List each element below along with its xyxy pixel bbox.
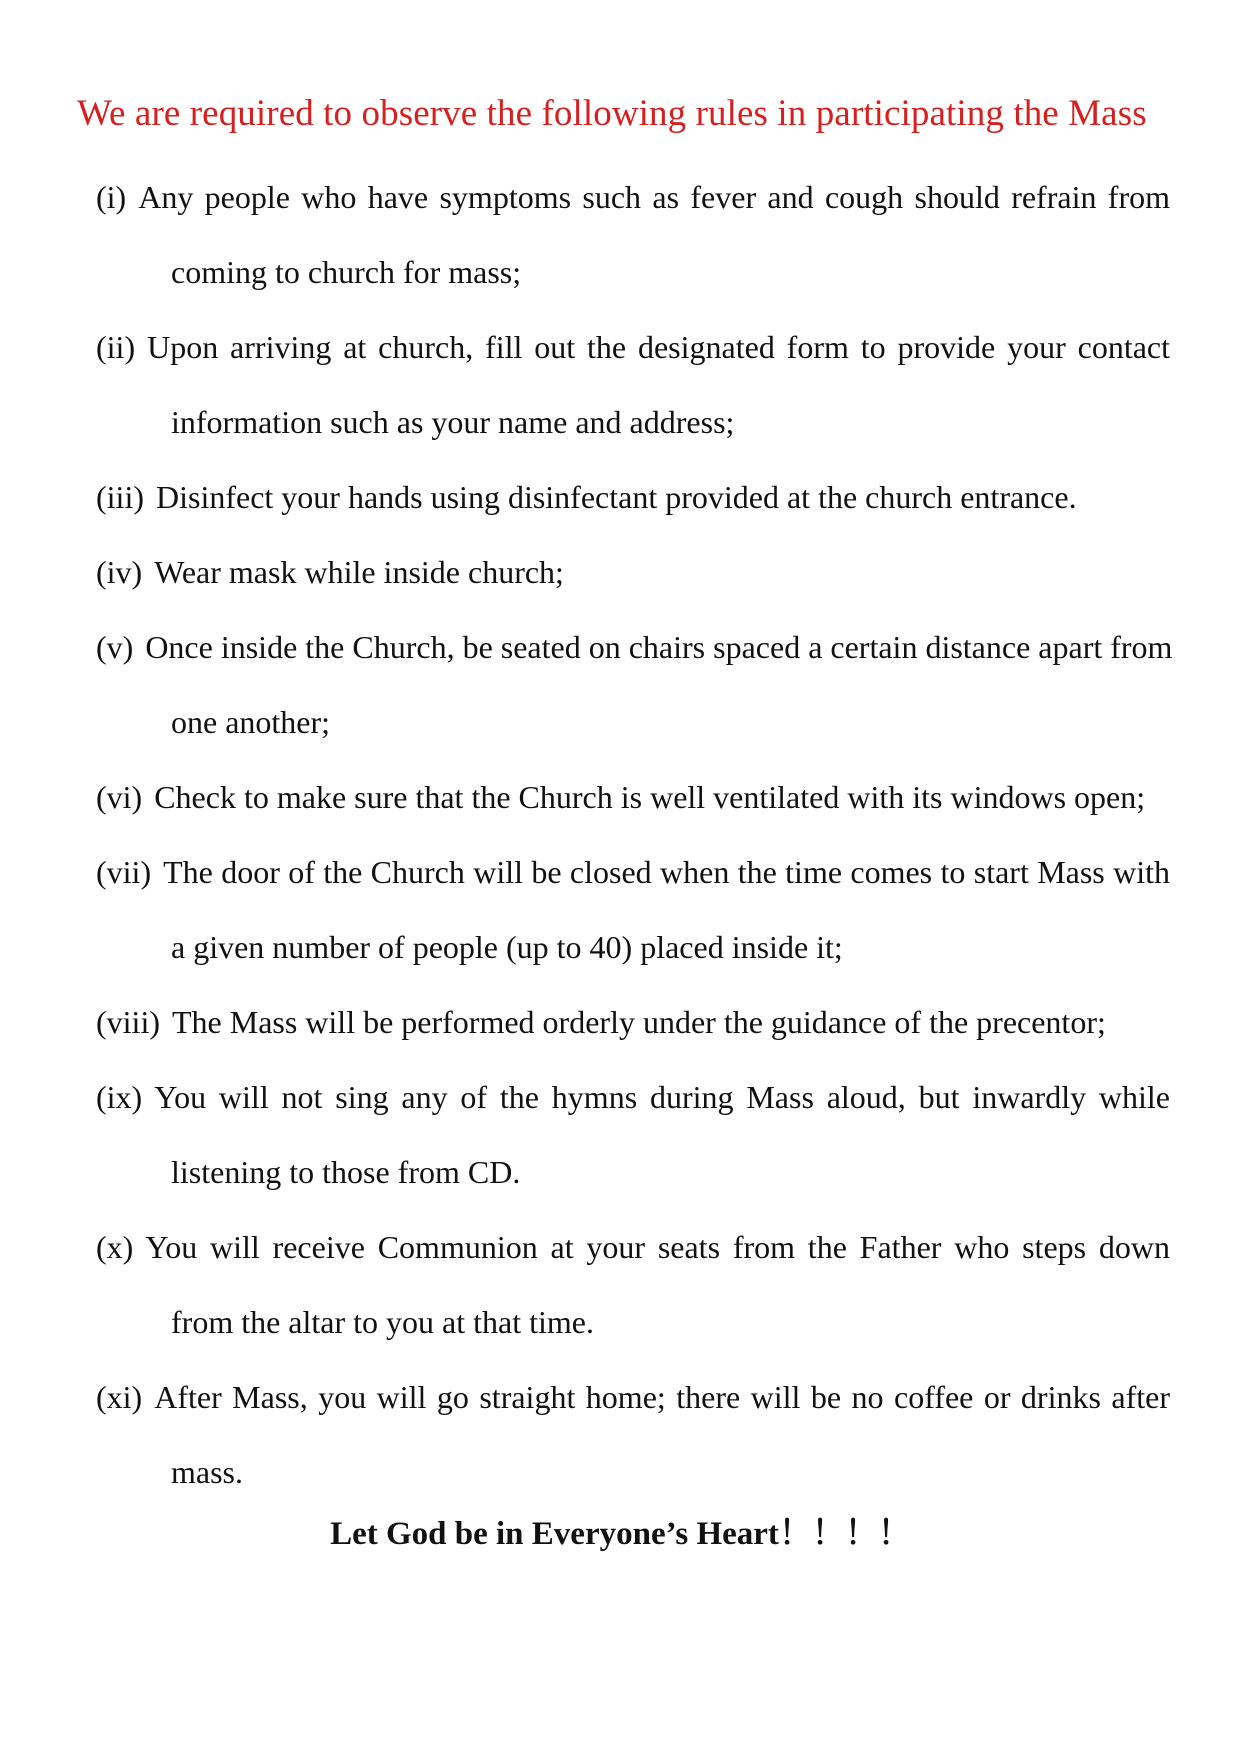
rule-text: You will not sing any of the hymns during Mass aloud, but inwardly while	[154, 1079, 1170, 1115]
rule-item-v	[96, 610, 1173, 760]
rule-text: Disinfect your hands using disinfectant provided at the church entrance.	[155, 479, 1077, 515]
rule-number: (iii)	[96, 479, 144, 515]
rule-continuation: mass.	[171, 1454, 243, 1490]
rule-line1	[96, 1210, 1170, 1285]
rule-line1	[96, 460, 1170, 535]
rule-continuation: a given number of people (up to 40) placed inside it;	[171, 929, 843, 965]
rule-line1	[96, 1060, 1170, 1135]
rule-text: Check to make sure that the Church is well ventilated with its windows open;	[154, 779, 1146, 815]
rule-number: (i)	[96, 179, 127, 215]
rule-number: (viii)	[96, 1004, 160, 1040]
rule-text: You will receive Communion at your seats from the Father who steps down	[145, 1229, 1170, 1265]
rule-number: (vii)	[96, 854, 152, 890]
rule-continuation: one another;	[171, 704, 331, 740]
rule-text: After Mass, you will go straight home; there will be no coffee or drinks after	[154, 1379, 1170, 1415]
rule-item-x	[96, 1210, 1170, 1360]
rule-item-i	[96, 160, 1170, 310]
rule-text: Once inside the Church, be seated on chairs spaced a certain distance apart from	[145, 629, 1173, 665]
rule-continuation: from the altar to you at that time.	[171, 1304, 594, 1340]
rule-continuation: information such as your name and address;	[171, 404, 735, 440]
rule-line1	[96, 1360, 1170, 1435]
rule-number: (v)	[96, 629, 134, 665]
rule-continuation: listening to those from CD.	[171, 1154, 521, 1190]
rule-line1	[96, 610, 1173, 685]
rules-list	[96, 160, 1173, 1510]
rule-line1	[96, 760, 1170, 835]
rule-item-xi	[96, 1360, 1170, 1510]
rule-text: Wear mask while inside church;	[154, 554, 564, 590]
rule-line1	[96, 985, 1170, 1060]
rule-text: Any people who have symptoms such as fever and cough should refrain from	[138, 179, 1170, 215]
rule-number: (ix)	[96, 1079, 143, 1115]
page-title: We are required to observe the following rules in participating the Mass	[77, 93, 1147, 134]
rule-item-ix	[96, 1060, 1170, 1210]
rule-number: (vi)	[96, 779, 143, 815]
rule-item-vii	[96, 835, 1170, 985]
rule-number: (x)	[96, 1229, 134, 1265]
rule-item-ii	[96, 310, 1170, 460]
rule-line1	[96, 535, 1170, 610]
rule-number: (ii)	[96, 329, 136, 365]
rule-line1	[96, 310, 1170, 385]
rule-text: The door of the Church will be closed when the time comes to start Mass with	[163, 854, 1170, 890]
rule-line1	[96, 160, 1170, 235]
rule-item-viii	[96, 985, 1170, 1060]
rule-item-iii	[96, 460, 1170, 535]
rule-continuation: coming to church for mass;	[171, 254, 522, 290]
rule-text: The Mass will be performed orderly under the guidance of the precentor;	[171, 1004, 1106, 1040]
closing-message: Let God be in Everyone’s Heart！！！！	[330, 1516, 911, 1552]
rule-item-iv	[96, 535, 1170, 610]
rule-number: (xi)	[96, 1379, 143, 1415]
rule-text: Upon arriving at church, fill out the designated form to provide your contact	[147, 329, 1170, 365]
rule-line1	[96, 835, 1170, 910]
rule-number: (iv)	[96, 554, 143, 590]
rule-item-vi	[96, 760, 1170, 835]
